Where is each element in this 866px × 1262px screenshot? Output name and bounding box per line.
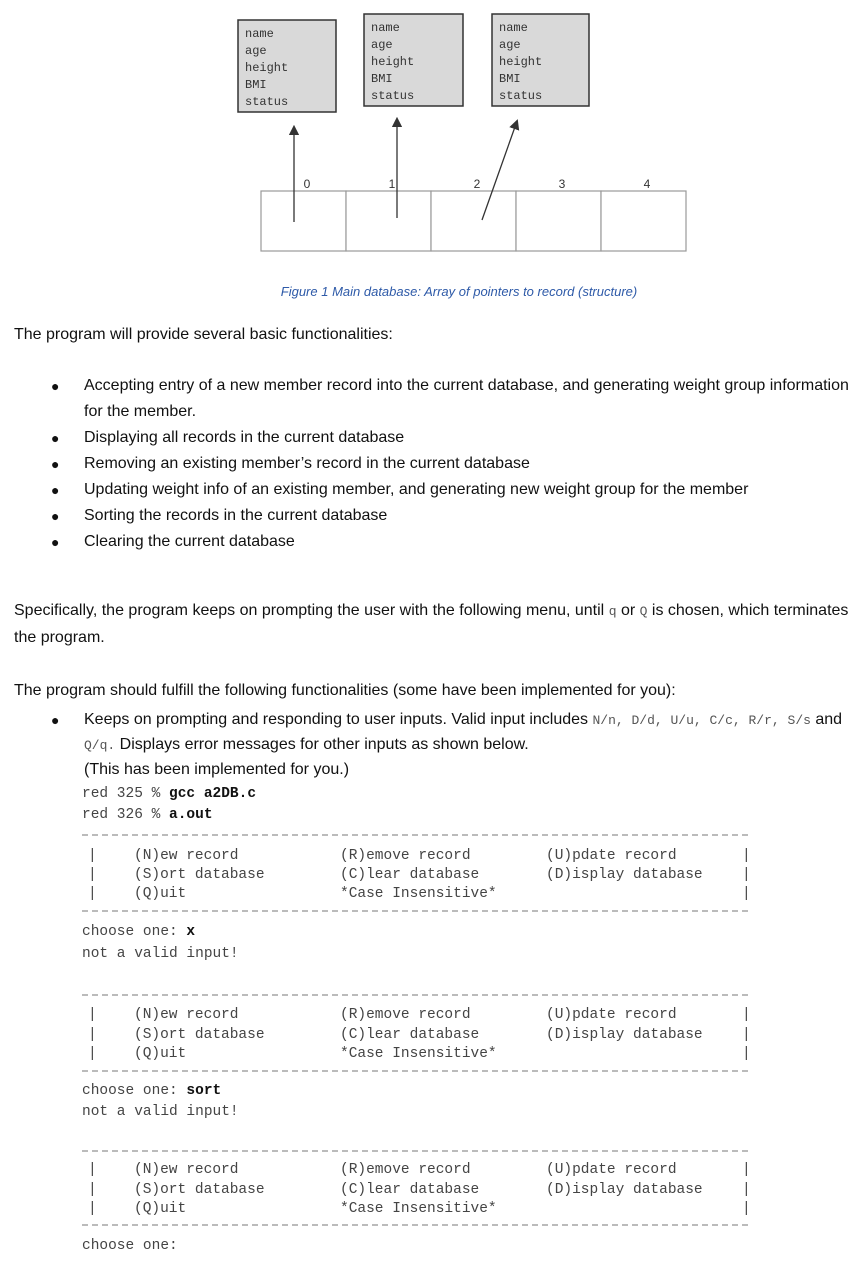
array-index: 1 <box>388 177 396 191</box>
menu-separator <box>82 1224 748 1226</box>
menu-row: | (Q)uit *Case Insensitive* | <box>88 1201 751 1217</box>
record-field: BMI <box>499 72 521 86</box>
menu-row: | (N)ew record (R)emove record (U)pdate record | <box>88 1162 751 1178</box>
menu-row: | (N)ew record (R)emove record (U)pdate record | <box>88 848 751 864</box>
array-index: 0 <box>303 177 311 191</box>
intro-text: The program will provide several basic functionalities: <box>14 326 393 343</box>
list-item: ● Accepting entry of a new member record into the current database, and generating weight group information for the member. <box>51 377 849 420</box>
list-item: ● Keeps on prompting and responding to user inputs. Valid input includes N/n, D/d, U/u, C/c, R/r, S/s and Q/q. Displays error messages for other inputs as shown below. (This has been implemented for you.) <box>51 711 843 778</box>
menu-separator <box>82 1150 748 1152</box>
record-field: height <box>371 55 415 69</box>
menu-separator <box>82 994 748 996</box>
record-field: name <box>245 27 274 41</box>
array-index: 4 <box>643 177 651 191</box>
record-field: BMI <box>245 78 267 92</box>
choose-prompt: choose one: x <box>82 924 196 940</box>
menu-description: Specifically, the program keeps on prompting the user with the following menu, until q or Q is chosen, which terminates the program. <box>14 602 849 646</box>
menu-separator <box>82 1070 748 1072</box>
record-field: BMI <box>371 72 393 86</box>
record-field: name <box>371 21 400 35</box>
command-line: red 326 % a.out <box>82 807 213 823</box>
menu-row: | (S)ort database (C)lear database (D)isplay database | <box>88 1027 751 1043</box>
record-field: name <box>499 21 528 35</box>
array-index: 2 <box>473 177 481 191</box>
menu-row: | (N)ew record (R)emove record (U)pdate record | <box>88 1007 751 1023</box>
record-field: status <box>371 89 415 103</box>
list-item: ● Clearing the current database <box>51 533 295 550</box>
command-line: red 325 % gcc a2DB.c <box>82 786 257 802</box>
record-field: status <box>245 95 289 109</box>
record-field: status <box>499 89 543 103</box>
list-item: ● Sorting the records in the current database <box>51 507 388 524</box>
menu-separator <box>82 910 748 912</box>
fulfill-intro: The program should fulfill the following functionalities (some have been implemented for you): <box>14 682 676 699</box>
error-message: not a valid input! <box>82 1104 239 1120</box>
list-item: ● Updating weight info of an existing member, and generating new weight group for the member <box>51 481 749 498</box>
record-field: age <box>245 44 267 58</box>
record-field: height <box>499 55 543 69</box>
choose-prompt: choose one: <box>82 1238 178 1254</box>
record-field: height <box>245 61 289 75</box>
choose-prompt: choose one: sort <box>82 1083 222 1099</box>
figure-caption: Figure 1 Main database: Array of pointers to record (structure) <box>280 284 638 299</box>
list-item: ● Removing an existing member’s record in the current database <box>51 455 530 472</box>
array-index: 3 <box>558 177 566 191</box>
terminal-transcript <box>82 0 752 1262</box>
record-field: age <box>371 38 393 52</box>
record-field: age <box>499 38 521 52</box>
menu-row: | (S)ort database (C)lear database (D)isplay database | <box>88 867 751 883</box>
list-item: ● Displaying all records in the current database <box>51 429 405 446</box>
menu-row: | (Q)uit *Case Insensitive* | <box>88 886 751 902</box>
menu-separator <box>82 834 748 836</box>
menu-row: | (Q)uit *Case Insensitive* | <box>88 1046 751 1062</box>
error-message: not a valid input! <box>82 946 239 962</box>
menu-row: | (S)ort database (C)lear database (D)isplay database | <box>88 1182 751 1198</box>
